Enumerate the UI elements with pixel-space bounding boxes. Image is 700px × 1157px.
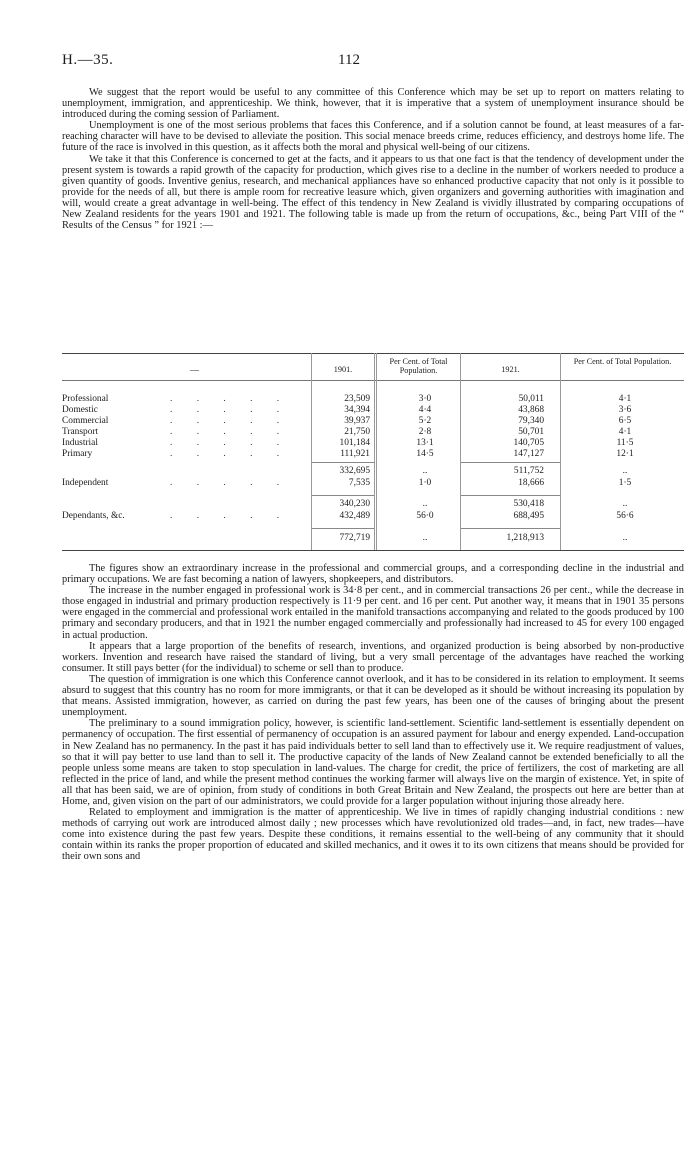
value-1921: 511,752 xyxy=(513,466,544,476)
pct-1921: 56·6 xyxy=(616,511,634,521)
table-header-rule xyxy=(62,380,684,381)
subtotal-rule xyxy=(461,495,560,496)
value-1901: 432,489 xyxy=(339,511,370,521)
row-label: Industrial xyxy=(62,438,98,448)
paragraph: The preliminary to a sound immigration policy, however, is scientific land-settlement. Scientific land-settlement is essentially dependent on permanency of occupation. The first essential of permanency of occupation is an assured payment for labour and energy expended. Land-occupation in New Zealand has no permanency. In the past it has paid individuals better to sell land than to effectively use it. We require readjustment of values, so that it will pay better to use land than to sell it. The productive capacity of the lands of New Zealand cannot be extended beneficially to all the people unless some means are taken to stop speculation in land-values. The charge for credit, the price of fertilizers, the cost of marketing are all reflected in the price of land, and while the present method continues the working farmer will always live on the margin of existence. Yet, in spite of all that has been said, we are of opinion, from study of conditions in both Great Britain and New Zealand, the prospects out here are better than at Home, and, given vision on the part of our administrators, we could provide for a larger population without injuring those already here. xyxy=(62,718,684,807)
pct-1921: .. xyxy=(622,533,628,543)
pct-1901: 3·0 xyxy=(418,394,432,404)
row-label: Transport xyxy=(62,427,99,437)
value-1901: 101,184 xyxy=(339,438,370,448)
row-label: Commercial xyxy=(62,416,109,426)
subtotal-rule xyxy=(461,462,560,463)
value-1921: 147,127 xyxy=(513,449,544,459)
row-label: Professional xyxy=(62,394,109,404)
leader-dots: . . . . . xyxy=(170,416,291,426)
leader-dots: . . . . . xyxy=(170,449,291,459)
column-divider xyxy=(560,353,561,550)
pct-1921: 4·1 xyxy=(618,394,632,404)
pct-1901: .. xyxy=(422,533,428,543)
paragraph: Related to employment and immigration is the matter of apprenticeship. We live in times of rapidly changing industrial conditions : new methods of carrying out work are introduced almost daily ; new processes which have revolutionized old trades—and, in fact, new trades—have come into existence during the past few years. Despite these conditions, it remains essential to the well-being of any community that it should contain within its ranks the proper proportion of educated and skilled mechanics, and it owes it to its own citizens that means should be provided for their own sons and xyxy=(62,807,684,863)
table-bottom-rule xyxy=(62,550,684,551)
leader-dots: . . . . . xyxy=(170,478,291,488)
value-1921: 140,705 xyxy=(513,438,544,448)
total-rule xyxy=(312,528,374,529)
pct-1921: .. xyxy=(622,466,628,476)
table-top-rule xyxy=(62,353,684,354)
pct-1901: 2·8 xyxy=(418,427,432,437)
value-1901: 39,937 xyxy=(344,416,370,426)
value-1901: 7,535 xyxy=(348,478,370,488)
paragraph: The question of immigration is one which this Conference cannot overlook, and it has to be considered in its relation to employment. It seems absurd to suggest that this country has no room for more immigrants, or that it can be developed as it should be without increasing its population by that means. Assisted immigration, however, as carried on during the past few years, has been one of the causes of bringing about the present unemployment. xyxy=(62,673,684,719)
subtotal-rule xyxy=(312,495,374,496)
subtotal-rule xyxy=(312,462,374,463)
pct-1901: .. xyxy=(422,499,428,509)
value-1921: 50,701 xyxy=(518,427,544,437)
value-1921: 1,218,913 xyxy=(506,533,544,543)
body-text-top xyxy=(62,87,684,231)
pct-1921: 1·5 xyxy=(618,478,632,488)
pct-1921: 6·5 xyxy=(618,416,632,426)
value-1901: 340,230 xyxy=(339,499,370,509)
pct-1901: 13·1 xyxy=(416,438,434,448)
body-text-bottom xyxy=(62,563,684,863)
column-divider xyxy=(374,353,375,550)
value-1921: 43,868 xyxy=(518,405,544,415)
pct-1921: 11·5 xyxy=(616,438,634,448)
pct-1901: .. xyxy=(422,466,428,476)
value-1921: 688,495 xyxy=(513,511,544,521)
pct-1901: 56·0 xyxy=(416,511,434,521)
report-reference: H.—35. xyxy=(62,52,114,68)
pct-1901: 4·4 xyxy=(418,405,432,415)
header-dash: — xyxy=(190,365,199,375)
pct-1901: 1·0 xyxy=(418,478,432,488)
value-1921: 18,666 xyxy=(518,478,544,488)
row-label: Independent xyxy=(62,478,109,488)
row-label: Dependants, &c. xyxy=(62,511,125,521)
page-number: 112 xyxy=(338,52,360,68)
pct-1921: 12·1 xyxy=(616,449,634,459)
row-label: Domestic xyxy=(62,405,98,415)
value-1901: 111,921 xyxy=(340,449,370,459)
value-1921: 530,418 xyxy=(513,499,544,509)
leader-dots: . . . . . xyxy=(170,438,291,448)
column-divider xyxy=(460,353,461,550)
leader-dots: . . . . . xyxy=(170,511,291,521)
value-1901: 332,695 xyxy=(339,466,370,476)
column-header-pct-1901: Per Cent. of Total Population. xyxy=(389,357,448,375)
paragraph: It appears that a large proportion of the benefits of research, inventions, and organized production is being absorbed by non-productive workers. Invention and research have raised the standard of living, but a very small percentage of the advantages have reached the working consumer. It still pays better (for the individual) to scheme or sell than to produce. xyxy=(62,640,684,674)
pct-1901: 14·5 xyxy=(416,449,434,459)
leader-dots: . . . . . xyxy=(170,405,291,415)
paragraph: We suggest that the report would be useful to any committee of this Conference which may be set up to report on matters relating to unemployment, immigration, and apprenticeship. We think, however, that it is imperative that a system of unemployment insurance should be introduced during the coming session of Parliament. xyxy=(62,87,684,121)
column-header-1901: 1901. xyxy=(333,365,353,374)
paragraph: Unemployment is one of the most serious problems that faces this Conference, and if a solution cannot be found, at least measures of a far-reaching character will have to be devised to alleviate the position. This social menace breeds crime, reduces efficiency, and destroys home life. The future of the race is involved in this question, as it affects both the moral and physical well-being of our citizens. xyxy=(62,120,684,154)
value-1901: 21,750 xyxy=(344,427,370,437)
paragraph: We take it that this Conference is concerned to get at the facts, and it appears to us that one fact is that the tendency of development under the present system is towards a rapid growth of the capacity for production, which gives rise to a decline in the number of workers needed to produce a given quantity of goods. Inventive genius, research, and mechanical appliances have so enhanced productive capacity that not only is it possible to provide for the needs of all, but there is ample room for recreative leasure which, given organizers and governing authorities with imagination and will, would create a great advantage in well-being. The effect of this tendency in New Zealand is vividly illustrated by comparing occupations of New Zealand residents for the years 1901 and 1921. The following table is made up from the return of occupations, &c., being Part VIII of the “ Results of the Census ” for 1921 :— xyxy=(62,153,684,232)
paragraph: The increase in the number engaged in professional work is 34·8 per cent., and in commercial transactions 26 per cent., while the decrease in those engaged in industrial and primary production respectively is 11·9 per cent. and 16 per cent. Put another way, it means that in 1901 35 persons were engaged in the commercial and professional work entailed in the manifold transactions accompanying and related to the goods produced by 100 primary and secondary producers, and that in 1921 the number engaged commercially and professionally had increased to 45 for every 100 engaged in actual production. xyxy=(62,585,684,641)
pct-1921: .. xyxy=(622,499,628,509)
pct-1921: 3·6 xyxy=(618,405,632,415)
value-1901: 772,719 xyxy=(339,533,370,543)
column-divider xyxy=(376,353,377,550)
pct-1901: 5·2 xyxy=(418,416,432,426)
value-1901: 23,509 xyxy=(344,394,370,404)
paragraph: The figures show an extraordinary increase in the professional and commercial groups, and a corresponding decline in the industrial and primary occupations. We are fast becoming a nation of lawyers, shopkeepers, and distributors. xyxy=(62,563,684,586)
pct-1921: 4·1 xyxy=(618,427,632,437)
leader-dots: . . . . . xyxy=(170,427,291,437)
row-label: Primary xyxy=(62,449,93,459)
value-1921: 50,011 xyxy=(518,394,544,404)
total-rule xyxy=(461,528,560,529)
value-1921: 79,340 xyxy=(518,416,544,426)
column-header-pct-1921: Per Cent. of Total Population. xyxy=(573,357,672,366)
value-1901: 34,394 xyxy=(344,405,370,415)
column-header-1921: 1921. xyxy=(501,365,520,374)
leader-dots: . . . . . xyxy=(170,394,291,404)
